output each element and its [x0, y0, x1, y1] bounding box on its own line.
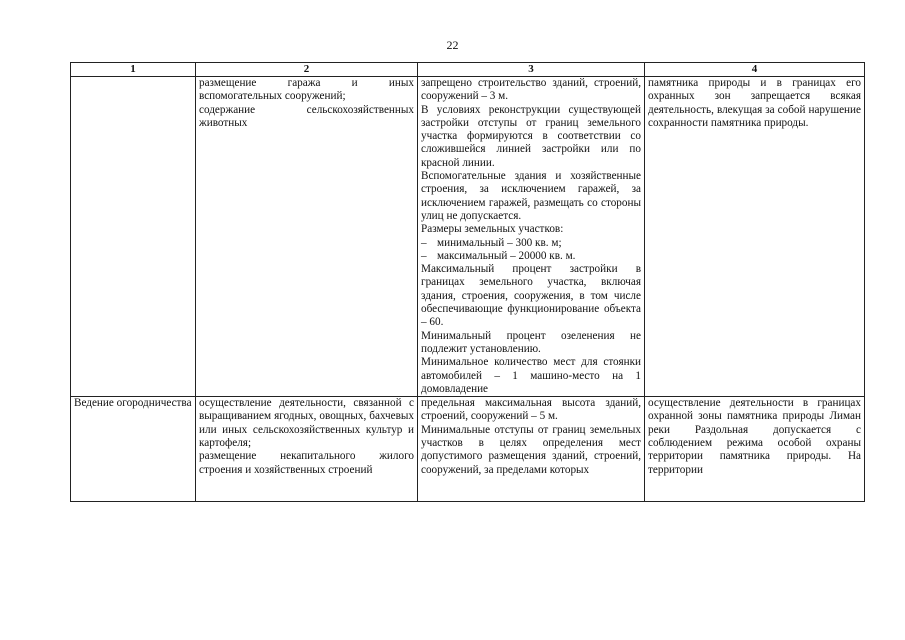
cell-paragraph: осуществление деятельности в границах охранной зоны памятника природы Лиман реки Раздольная допускается с соблюдением режима особой охраны территории памятника природы. На территории: [648, 397, 861, 476]
cell-paragraph: предельная максимальная высота зданий, строений, сооружений – 5 м.: [421, 397, 641, 423]
row2-parameters-cell: [418, 397, 645, 502]
table-row: [71, 77, 865, 397]
row1-parameters-cell: [418, 77, 645, 397]
column-header-3: 3: [418, 63, 645, 77]
cell-paragraph: Минимальное количество мест для стоянки автомобилей – 1 машино-место на 1 домовладение: [421, 356, 641, 395]
list-item: [421, 237, 641, 250]
list-dash: –: [421, 249, 427, 262]
cell-paragraph: Минимальные отступы от границ земельных участков в целях определения мест допустимого размещения зданий, строений, сооружений, за пределами которых: [421, 423, 641, 476]
list-item-text: минимальный – 300 кв. м;: [437, 236, 562, 249]
cell-paragraph: В условиях реконструкции существующей застройки отступы от границ земельного участка формируются в соответствии со сложившейся линией застройки или по красной линии.: [421, 103, 641, 169]
use-type-label: Ведение огородничества: [74, 397, 192, 410]
page-number: 22: [446, 38, 459, 52]
cell-paragraph: содержание сельскохозяйственных животных: [199, 103, 414, 129]
row2-use-type-cell: [71, 397, 196, 502]
cell-paragraph: Размеры земельных участков:: [421, 223, 564, 236]
cell-paragraph: Вспомогательные здания и хозяйственные строения, за исключением гаражей, за исключением гаражей, размещать со стороны улиц не допускается.: [421, 170, 641, 222]
table-row: [71, 397, 865, 502]
column-header-4: 4: [645, 63, 865, 77]
column-header-2: 2: [196, 63, 418, 77]
cell-paragraph: запрещено строительство зданий, строений, сооружений – 3 м.: [421, 77, 641, 103]
cell-paragraph: Максимальный процент застройки в границах земельного участка, включая здания, строения, сооружения, в том числе обеспечивающие функционирование объекта – 60.: [421, 263, 641, 329]
table-header-row: [71, 63, 865, 77]
cell-paragraph: осуществление деятельности, связанной с выращиванием ягодных, овощных, бахчевых или иных сельскохозяйственных культур и картофеля;: [199, 397, 414, 450]
zoning-regulations-table: [70, 62, 865, 502]
row1-restrictions-cell: [645, 77, 865, 397]
row2-restrictions-cell: [645, 397, 865, 502]
cell-paragraph: размещение некапитального жилого строения и хозяйственных строений: [199, 450, 414, 476]
list-item: [421, 250, 641, 263]
cell-paragraph: размещение гаража и иных вспомогательных сооружений;: [199, 77, 414, 103]
row1-use-type-cell: [71, 77, 196, 397]
cell-paragraph: Минимальный процент озеленения не подлежит установлению.: [421, 329, 641, 355]
row2-permitted-use-cell: [196, 397, 418, 502]
list-dash: –: [421, 236, 427, 249]
row1-permitted-use-cell: [196, 77, 418, 397]
cell-paragraph: памятника природы и в границах его охранных зон запрещается всякая деятельность, влекущая за собой нарушение сохранности памятника природы.: [648, 77, 861, 129]
list-item-text: максимальный – 20000 кв. м.: [437, 249, 576, 262]
column-header-1: 1: [71, 63, 196, 77]
